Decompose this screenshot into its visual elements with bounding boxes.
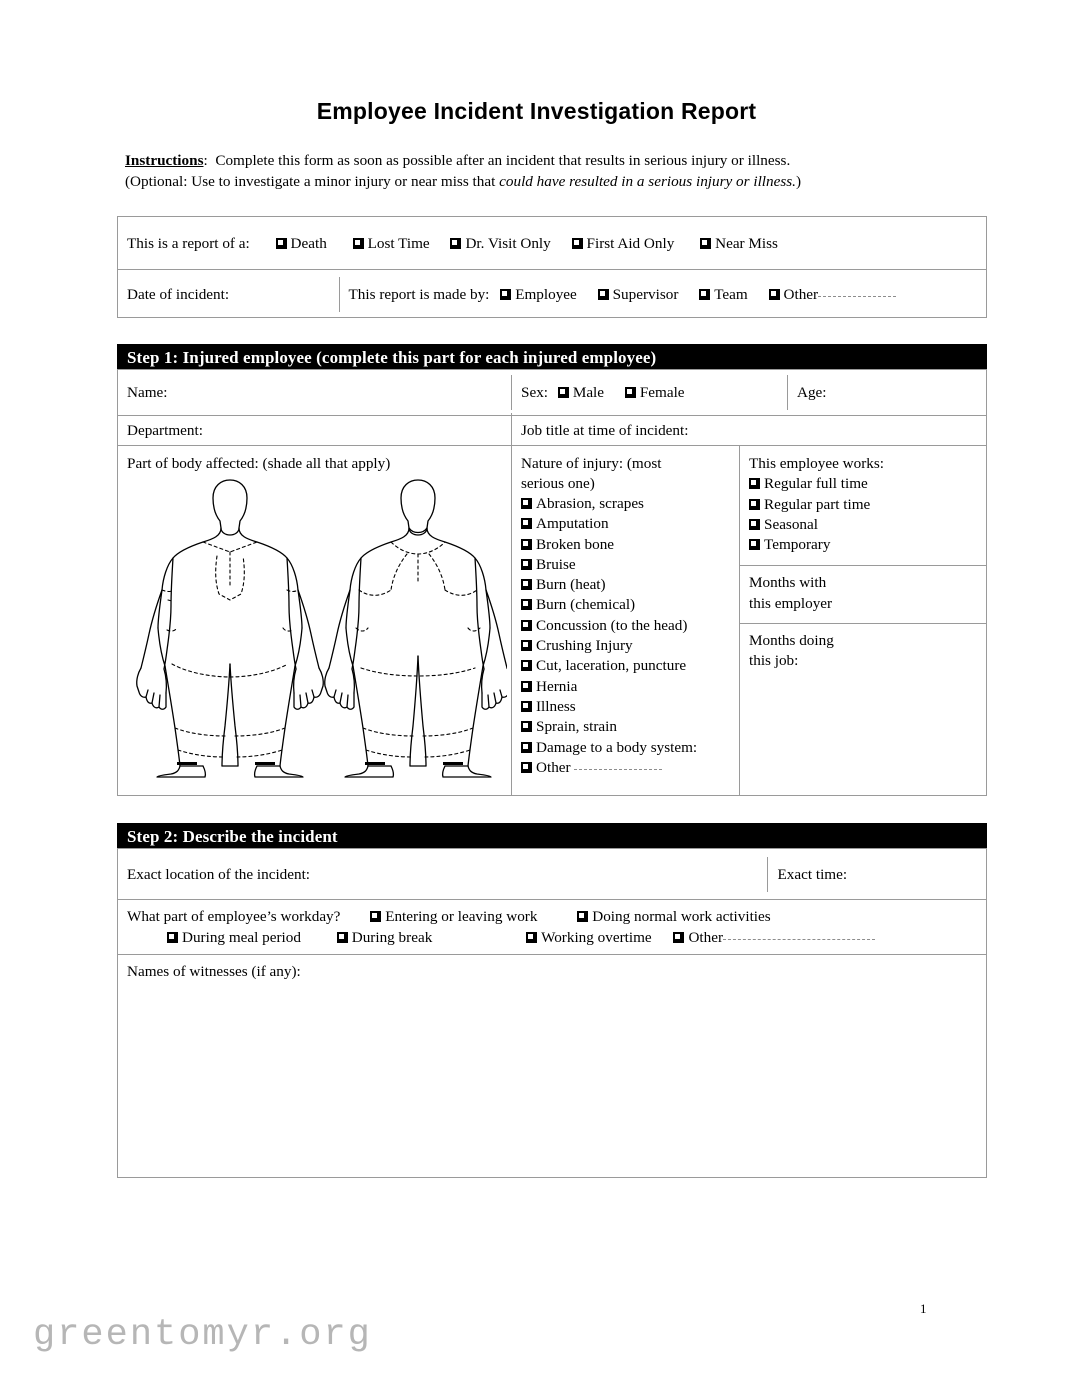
checkbox-concussion[interactable]: [521, 616, 733, 636]
checkbox-icon[interactable]: [598, 289, 609, 300]
checkbox-label: Entering or leaving work: [385, 908, 538, 925]
checkbox-label: Burn (heat): [536, 576, 606, 594]
months-doing-job-field[interactable]: [740, 623, 986, 681]
checkbox-label: Broken bone: [536, 535, 615, 553]
checkbox-label: Working overtime: [541, 929, 652, 946]
checkbox-icon[interactable]: [769, 289, 780, 300]
checkbox-label: Damage to a body system:: [536, 738, 698, 756]
department-jobtitle-row: [118, 415, 986, 445]
checkbox-label: Near Miss: [715, 234, 778, 252]
checkbox-icon[interactable]: [749, 539, 760, 550]
instructions-colon: :: [203, 152, 208, 169]
report-of-label: This is a report of a:: [127, 234, 250, 252]
checkbox-seasonal[interactable]: [749, 515, 977, 535]
checkbox-label: Male: [572, 384, 605, 401]
workday-other-input-line[interactable]: [723, 939, 875, 940]
checkbox-icon[interactable]: [572, 238, 583, 249]
checkbox-burn-heat[interactable]: [521, 575, 733, 595]
checkbox-abrasion-scrapes[interactable]: [521, 494, 733, 514]
checkbox-sprain-strain[interactable]: [521, 717, 733, 737]
checkbox-label: Crushing Injury: [536, 637, 633, 655]
checkbox-label: Seasonal: [764, 515, 818, 533]
checkbox-icon[interactable]: [558, 387, 569, 398]
months-job-line2: this job:: [749, 652, 799, 670]
checkbox-label: Bruise: [536, 555, 576, 573]
checkbox-label: Lost Time: [367, 234, 430, 252]
checkbox-other-maker[interactable]: [769, 286, 819, 303]
checkbox-cut-laceration-puncture[interactable]: [521, 656, 733, 676]
instructions-text-2b: ): [795, 173, 802, 190]
checkbox-label: Cut, laceration, puncture: [536, 657, 687, 675]
front-dashed-lines: [162, 542, 298, 757]
witnesses-field[interactable]: [118, 954, 986, 1206]
checkbox-icon[interactable]: [521, 762, 532, 773]
workday-line-1: [127, 906, 977, 927]
ankle-marks: [177, 762, 463, 765]
workday-line-2: [127, 927, 977, 948]
department-label: Department:: [127, 422, 203, 439]
date-of-incident-label: Date of incident:: [127, 285, 230, 303]
checkbox-icon[interactable]: [521, 518, 532, 529]
instructions-text-2a: (Optional: Use to investigate a minor injury or near miss that: [125, 173, 500, 190]
checkbox-broken-bone[interactable]: [521, 535, 733, 555]
made-by-cell: [340, 277, 986, 312]
nature-label-line1: Nature of injury: (most: [521, 455, 662, 472]
job-title-field[interactable]: [512, 413, 986, 448]
made-by-label: This report is made by:: [348, 285, 490, 303]
age-label: Age:: [797, 384, 827, 401]
nature-of-injury-list: [521, 494, 733, 778]
checkbox-nature-other[interactable]: [521, 758, 733, 778]
checkbox-lost-time[interactable]: [353, 235, 430, 252]
checkbox-icon[interactable]: [500, 289, 511, 300]
checkbox-icon[interactable]: [521, 620, 532, 631]
checkbox-icon[interactable]: [353, 238, 364, 249]
checkbox-first-aid-only[interactable]: [572, 235, 675, 252]
checkbox-near-miss[interactable]: [700, 235, 778, 252]
checkbox-female[interactable]: [625, 384, 685, 401]
checkbox-label: Female: [639, 384, 685, 401]
body-figures-svg[interactable]: [127, 478, 507, 778]
checkbox-label: Death: [290, 234, 327, 252]
part-of-body-label: Part of body affected: (shade all that apply): [127, 455, 391, 472]
step2-table: [117, 848, 987, 1178]
checkbox-entering-or-leaving-work[interactable]: [370, 908, 537, 925]
instructions-text-2i: could have resulted in a serious injury or illness.: [499, 173, 796, 190]
part-of-body-cell: [118, 446, 512, 795]
checkbox-dr-visit-only[interactable]: [450, 235, 550, 252]
exact-time-field[interactable]: [768, 857, 986, 892]
step1-table: [117, 369, 987, 796]
employment-type-cell: [740, 446, 986, 795]
checkbox-icon[interactable]: [699, 289, 710, 300]
checkbox-label: Other: [688, 929, 724, 946]
instructions-block: [125, 150, 975, 192]
months-employer-line1: Months with: [749, 574, 827, 592]
location-time-row: [118, 849, 986, 899]
checkbox-icon[interactable]: [521, 640, 532, 651]
nature-label-line2: serious one): [521, 475, 595, 492]
instructions-label: Instructions: [125, 152, 204, 169]
checkbox-regular-part-time[interactable]: [749, 495, 977, 515]
checkbox-supervisor[interactable]: [598, 286, 679, 303]
sex-cell: [512, 375, 788, 410]
page-number: 1: [920, 1301, 927, 1316]
checkbox-label: Regular full time: [764, 475, 868, 493]
instructions-text-1: Complete this form as soon as possible after an incident that results in serious injury or illness.: [215, 152, 791, 169]
date-of-incident-field[interactable]: [118, 277, 340, 312]
checkbox-icon[interactable]: [276, 238, 287, 249]
checkbox-icon[interactable]: [526, 932, 537, 943]
checkbox-regular-full-time[interactable]: [749, 474, 977, 494]
checkbox-temporary[interactable]: [749, 535, 977, 555]
checkbox-icon[interactable]: [521, 701, 532, 712]
checkbox-icon[interactable]: [521, 681, 532, 692]
checkbox-death[interactable]: [276, 235, 327, 252]
checkbox-label: Regular part time: [764, 495, 871, 513]
age-field[interactable]: [788, 375, 986, 410]
checkbox-label: During meal period: [182, 929, 301, 946]
employee-works-label: This employee works:: [749, 455, 884, 472]
checkbox-label: Amputation: [536, 515, 609, 533]
back-dashed-lines: [356, 542, 480, 757]
checkbox-icon[interactable]: [370, 911, 381, 922]
checkbox-during-meal-period[interactable]: [167, 929, 301, 946]
checkbox-icon[interactable]: [521, 660, 532, 671]
checkbox-label: Concussion (to the head): [536, 616, 688, 634]
checkbox-bruise[interactable]: [521, 555, 733, 575]
checkbox-burn-chemical[interactable]: [521, 595, 733, 615]
checkbox-label: Abrasion, scrapes: [536, 495, 644, 512]
checkbox-employee[interactable]: [500, 286, 577, 303]
report-of-cell: [118, 226, 986, 261]
checkbox-icon[interactable]: [521, 599, 532, 610]
checkbox-team[interactable]: [699, 286, 748, 303]
checkbox-label: Burn (chemical): [536, 596, 636, 614]
checkbox-workday-other[interactable]: [673, 929, 723, 946]
checkbox-icon[interactable]: [337, 932, 348, 943]
other-maker-input-line[interactable]: [818, 296, 896, 297]
step1-header: Step 1: Injured employee (complete this part for each injured employee): [117, 344, 987, 369]
checkbox-label: Other: [783, 285, 819, 303]
checkbox-label: Employee: [515, 285, 577, 303]
months-with-employer-field[interactable]: [740, 565, 986, 623]
checkbox-icon[interactable]: [521, 721, 532, 732]
checkbox-label: First Aid Only: [586, 234, 675, 252]
checkbox-label: Sprain, strain: [536, 718, 617, 736]
checkbox-icon[interactable]: [749, 478, 760, 489]
checkbox-label: Dr. Visit Only: [465, 234, 551, 252]
nature-other-input-line[interactable]: [574, 769, 662, 770]
checkbox-icon[interactable]: [521, 579, 532, 590]
department-field[interactable]: [118, 413, 512, 448]
checkbox-icon[interactable]: [673, 932, 684, 943]
checkbox-label: Other: [536, 758, 571, 776]
months-job-line1: Months doing: [749, 632, 834, 650]
step2-header: Step 2: Describe the incident: [117, 823, 987, 848]
checkbox-hernia[interactable]: [521, 677, 733, 697]
checkbox-label: Doing normal work activities: [592, 908, 771, 925]
checkbox-icon[interactable]: [521, 539, 532, 550]
workday-row: [118, 899, 986, 954]
checkbox-illness[interactable]: [521, 697, 733, 717]
exact-time-label: Exact time:: [777, 865, 848, 883]
checkbox-icon[interactable]: [450, 238, 461, 249]
checkbox-icon[interactable]: [167, 932, 178, 943]
checkbox-label: During break: [351, 929, 433, 946]
name-sex-age-row: [118, 370, 986, 415]
front-body-figure: [137, 480, 324, 777]
date-and-maker-row: [118, 269, 986, 318]
checkbox-label: Illness: [536, 697, 576, 715]
job-title-label: Job title at time of incident:: [521, 422, 689, 439]
checkbox-icon[interactable]: [749, 519, 760, 530]
body-diagram[interactable]: [127, 478, 507, 778]
checkbox-icon[interactable]: [700, 238, 711, 249]
checkbox-during-break[interactable]: [337, 929, 433, 946]
checkbox-icon[interactable]: [625, 387, 636, 398]
instructions-line-1: [125, 150, 975, 171]
checkbox-crushing-injury[interactable]: [521, 636, 733, 656]
body-nature-works-row: [118, 445, 986, 795]
nature-of-injury-cell: [512, 446, 740, 795]
witnesses-label: Names of witnesses (if any):: [127, 963, 301, 980]
checkbox-label: Temporary: [764, 536, 831, 554]
checkbox-doing-normal-work-activities[interactable]: [577, 908, 770, 925]
checkbox-icon[interactable]: [577, 911, 588, 922]
name-field[interactable]: [118, 375, 512, 410]
checkbox-male[interactable]: [558, 384, 604, 401]
checkbox-damage-to-body-system[interactable]: [521, 738, 733, 758]
months-employer-line2: this employer: [749, 594, 833, 612]
checkbox-icon[interactable]: [749, 499, 760, 510]
checkbox-icon[interactable]: [521, 742, 532, 753]
checkbox-label: Team: [714, 285, 748, 303]
checkbox-working-overtime[interactable]: [526, 929, 652, 946]
checkbox-label: Supervisor: [612, 285, 679, 303]
page-title: Employee Incident Investigation Report: [316, 98, 757, 124]
report-type-table: [117, 216, 987, 318]
name-label: Name:: [127, 384, 168, 401]
workday-label: What part of employee’s workday?: [127, 908, 341, 925]
exact-location-label: Exact location of the incident:: [127, 865, 311, 883]
exact-location-field[interactable]: [118, 857, 768, 892]
report-of-row: [118, 217, 986, 269]
checkbox-amputation[interactable]: [521, 514, 733, 534]
instructions-line-2: [125, 171, 975, 192]
sex-label: Sex:: [521, 384, 549, 401]
checkbox-icon[interactable]: [521, 559, 532, 570]
employee-works-block: [740, 446, 986, 565]
watermark: greentomyr.org: [33, 1314, 372, 1356]
checkbox-label: Hernia: [536, 677, 578, 695]
checkbox-icon[interactable]: [521, 498, 532, 509]
